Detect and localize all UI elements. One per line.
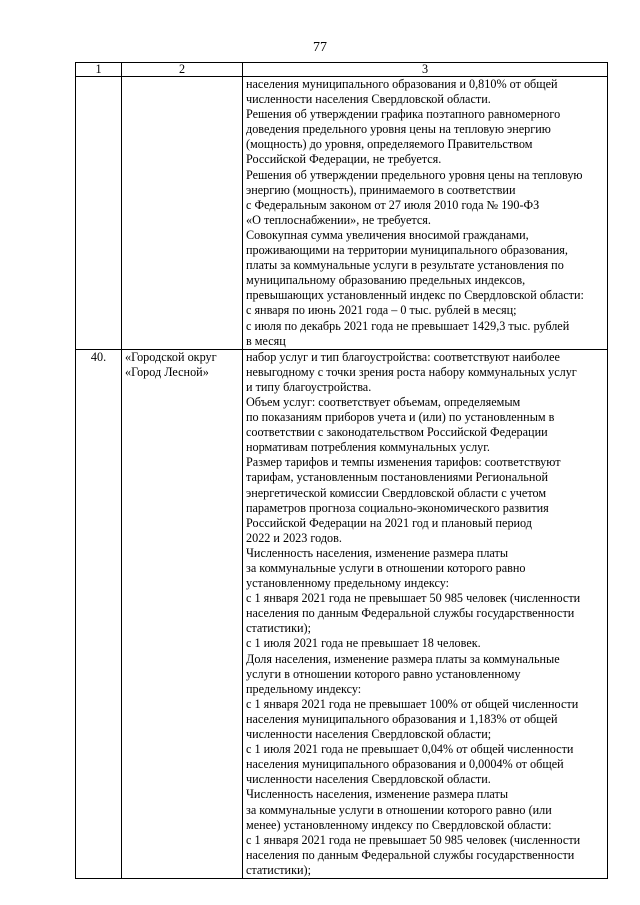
text-line: 2022 и 2023 годов. — [246, 530, 342, 545]
text-line: Размер тарифов и темпы изменения тарифов: соответствуют — [246, 455, 561, 470]
text-line: населения по данным Федеральной службы государственности — [246, 847, 575, 862]
text-line: населения муниципального образования и 1,183% от общей — [246, 711, 558, 726]
text-line: «О теплоснабжении», не требуется. — [246, 212, 431, 227]
municipality-name-line-1: «Городской округ — [125, 349, 217, 364]
text-line: с 1 июля 2021 года не превышает 0,04% от общей численности — [246, 742, 574, 757]
row-number-cell-empty — [76, 77, 122, 350]
text-line: Решения об утверждении графика поэтапного равномерного — [246, 107, 561, 122]
text-line: Численность населения, изменение размера платы — [246, 545, 509, 560]
text-line: с 1 июля 2021 года не превышает 18 человек. — [246, 636, 481, 651]
text-line: соответствии с законодательством Российской Федерации — [246, 425, 548, 440]
table-row-continued — [76, 77, 608, 350]
municipality-cell-empty — [122, 77, 243, 350]
text-line: населения по данным Федеральной службы государственности — [246, 606, 575, 621]
table-row-40 — [76, 349, 608, 878]
text-line: нормативам потребления коммунальных услуг. — [246, 440, 490, 455]
text-line: (мощность) до уровня, определяемого Правительством — [246, 137, 533, 152]
municipality-name-line-2: «Город Лесной» — [125, 364, 209, 379]
text-line: статистики); — [246, 862, 311, 877]
text-line: за коммунальные услуги в отношении которого равно — [246, 561, 526, 575]
text-line: по показаниям приборов учета и (или) по установленным в — [246, 410, 555, 425]
text-line: тарифам, установленным постановлениями Региональной — [246, 470, 548, 485]
text-line: проживающими на территории муниципального образования, — [246, 243, 568, 258]
text-line: доведения предельного уровня цены на тепловую энергию — [246, 122, 551, 137]
text-line: невыгодному с точки зрения роста набору коммунальных услуг — [246, 364, 577, 379]
indicators-cell — [243, 349, 608, 878]
row-number: 40. — [76, 349, 122, 878]
text-line: платы за коммунальные услуги в результате установления по — [246, 258, 564, 273]
text-line: численности населения Свердловской области; — [246, 727, 492, 742]
text-line: менее) установленному индексу по Свердловской области: — [246, 817, 552, 832]
text-line: Численность населения, изменение размера платы — [246, 787, 509, 802]
indicators-cell — [243, 77, 608, 350]
text-line: услуги в отношении которого равно установленному — [246, 666, 521, 681]
text-line: энергию (мощность), принимаемого в соответствии — [246, 182, 516, 197]
municipality-cell — [122, 349, 243, 878]
table-header-row — [76, 63, 608, 77]
text-line: предельному индексу: — [246, 681, 362, 696]
text-line: за коммунальные услуги в отношении которого равно (или — [246, 802, 552, 817]
text-line: Решения об утверждении предельного уровня цены на тепловую — [246, 167, 583, 182]
text-line: с 1 января 2021 года не превышает 50 985 человек (численности — [246, 832, 581, 847]
text-line: Доля населения, изменение размера платы за коммунальные — [246, 651, 560, 666]
header-col-1: 1 — [76, 63, 122, 77]
text-line: с января по июнь 2021 года – 0 тыс. рублей в месяц; — [246, 303, 517, 318]
text-line: численности населения Свердловской области. — [246, 92, 491, 107]
header-col-3: 3 — [243, 63, 608, 77]
text-line: с Федеральным законом от 27 июля 2010 года № 190-ФЗ — [246, 197, 540, 212]
text-line: Российской Федерации, не требуется. — [246, 152, 442, 167]
text-line: с 1 января 2021 года не превышает 100% от общей численности — [246, 696, 579, 711]
text-line: с 1 января 2021 года не превышает 50 985 человек (численности — [246, 591, 581, 606]
text-line: Совокупная сумма увеличения вносимой гражданами, — [246, 227, 529, 242]
header-col-2: 2 — [122, 63, 243, 77]
text-line: и типу благоустройства. — [246, 379, 372, 394]
text-line: статистики); — [246, 621, 311, 636]
text-line: населения муниципального образования и 0,0004% от общей — [246, 757, 564, 772]
text-line: энергетической комиссии Свердловской области с учетом — [246, 485, 547, 500]
text-line: муниципальному образованию предельных индексов, — [246, 273, 526, 288]
text-line: в месяц — [246, 333, 286, 348]
text-line: численности населения Свердловской области. — [246, 772, 491, 787]
tariff-table — [75, 62, 608, 879]
text-line: Российской Федерации на 2021 год и плановый период — [246, 515, 532, 530]
text-line: населения муниципального образования и 0,810% от общей — [246, 77, 558, 91]
page-number: 77 — [313, 40, 327, 55]
text-line: превышающих установленный индекс по Свердловской области: — [246, 288, 584, 303]
text-line: набор услуг и тип благоустройства: соответствуют наиболее — [246, 349, 560, 364]
text-line: Объем услуг: соответствует объемам, определяемым — [246, 394, 521, 409]
text-line: установленному предельному индексу: — [246, 576, 450, 591]
text-line: параметров прогноза социально-экономического развития — [246, 500, 549, 515]
text-line: с июля по декабрь 2021 года не превышает 1429,3 тыс. рублей — [246, 318, 570, 333]
indicators-text — [246, 77, 604, 349]
indicators-text — [246, 350, 604, 878]
